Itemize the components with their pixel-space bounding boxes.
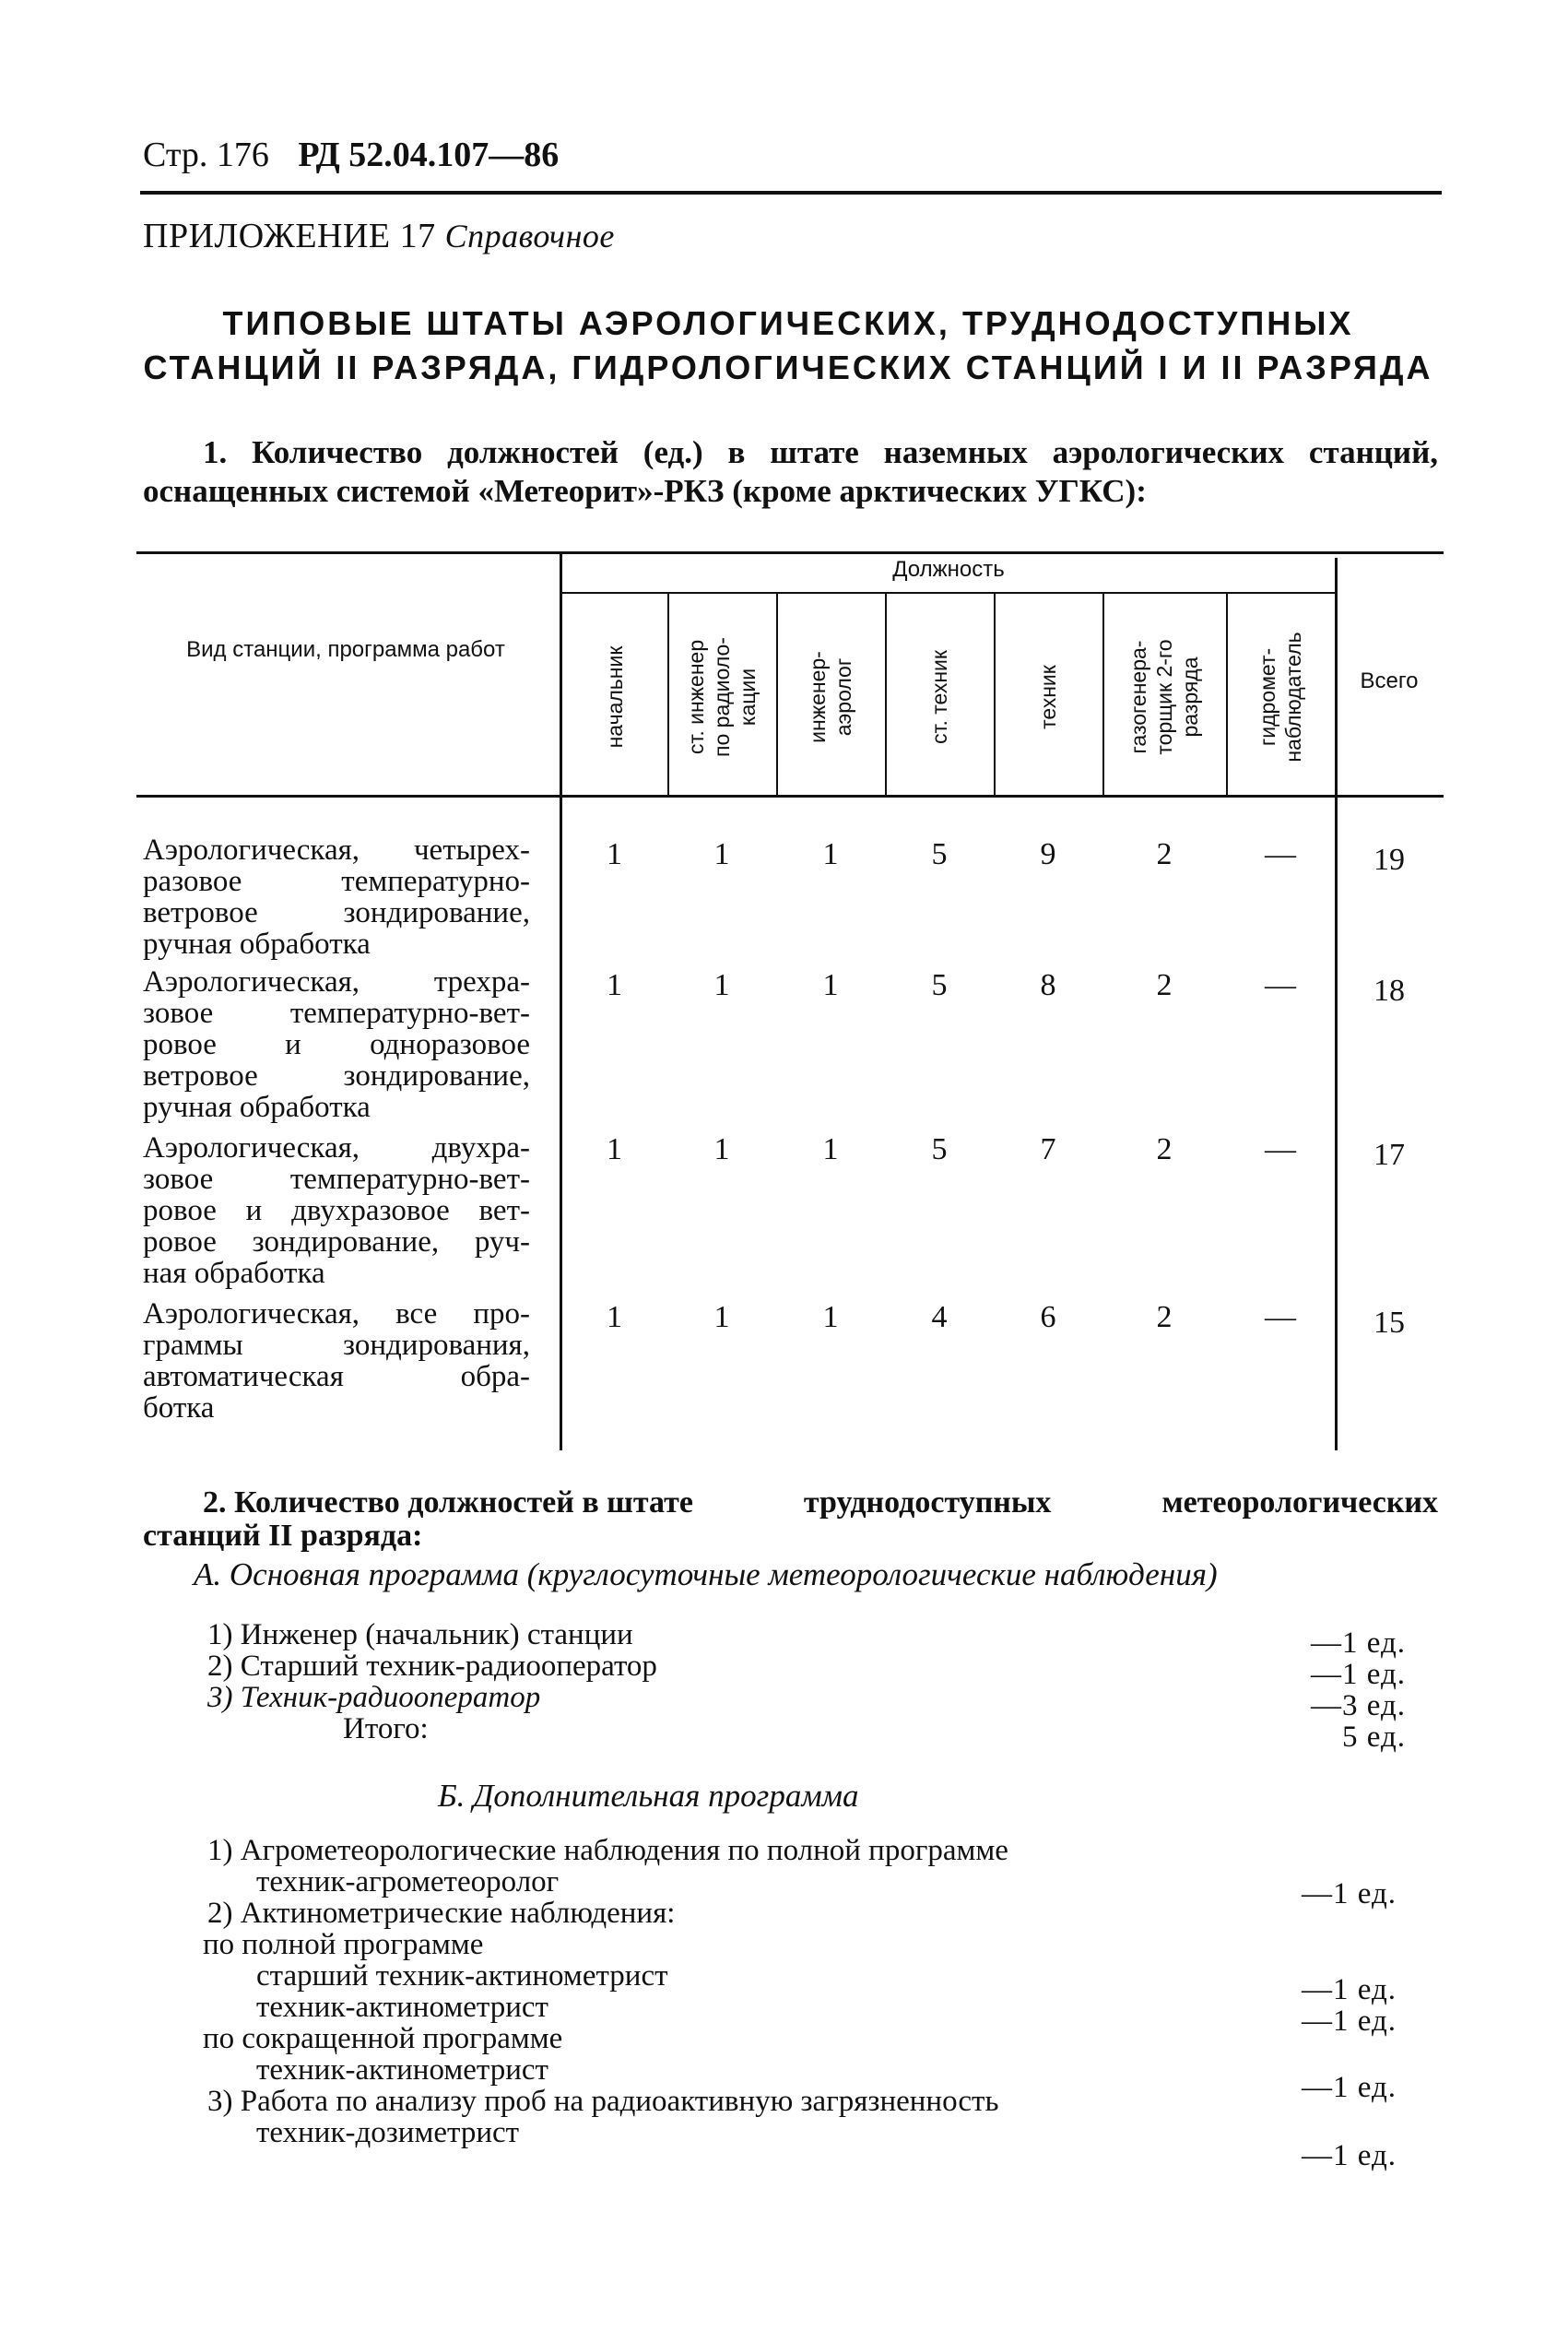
table-vline-col-4 [994, 594, 996, 795]
row-label-line: ботка [143, 1391, 215, 1425]
row-label-line: ветровое зондирование, [143, 1059, 530, 1093]
section2-line-1c: метеорологических [1161, 1485, 1438, 1520]
section2-heading [143, 1486, 1438, 1553]
header-rule [140, 191, 1442, 195]
program-a-qty: —3 ед. [1310, 1689, 1406, 1722]
title-line-1: ТИПОВЫЕ ШТАТЫ АЭРОЛОГИЧЕСКИХ, ТРУДНОДОСТУПНЫХ [222, 304, 1354, 342]
table-vline-col-2 [776, 594, 778, 795]
row-label [143, 834, 530, 960]
cell-value: — [1265, 968, 1296, 1002]
program-a-item: 1) Инженер (начальник) станции [207, 1618, 633, 1651]
program-a-item: 2) Старший техник-радиооператор [207, 1650, 657, 1683]
section2-line-1b: труднодоступных [803, 1485, 1052, 1520]
subheading-b: Б. Дополнительная программа [438, 1778, 859, 1814]
row-label [143, 966, 530, 1123]
program-b-item: техник-агрометеоролог [256, 1865, 560, 1898]
cell-value: 1 [822, 1132, 839, 1166]
page-number: Стр. 176 [143, 136, 269, 174]
program-b-item: 2) Актинометрические наблюдения: [207, 1897, 676, 1930]
section1-line-2: оснащенных системой «Метеорит»-РКЗ (кроме арктических УГКС): [143, 473, 1147, 509]
row-label-line: зовое температурно-вет- [143, 1163, 530, 1196]
row-label-line: Аэрологическая, все про- [143, 1297, 530, 1331]
cell-value: — [1265, 837, 1296, 871]
row-label-line: ручная обработка [143, 928, 371, 961]
cell-value: 1 [822, 837, 839, 871]
table-vline-col-6 [1226, 594, 1228, 795]
col-header-total: Всего [1360, 668, 1419, 693]
cell-value: 4 [931, 1300, 948, 1334]
row-label-line: ручная обработка [143, 1091, 371, 1124]
cell-value: — [1265, 1132, 1296, 1166]
title-line-2: СТАНЦИЙ II РАЗРЯДА, ГИДРОЛОГИЧЕСКИХ СТАНЦИЙ I И II РАЗРЯДА [143, 349, 1433, 386]
position-header: гидромет- наблюдатель [1256, 632, 1305, 763]
appendix-label [143, 216, 615, 256]
program-b-qty: —1 ед. [1301, 2071, 1397, 2104]
cell-value: 1 [713, 1132, 730, 1166]
row-label [143, 1298, 530, 1424]
cell-value: 5 [931, 1132, 948, 1166]
section2-line-2: станций II разряда: [143, 1519, 423, 1553]
program-b-item: по сокращенной программе [203, 2022, 563, 2055]
program-b-item: техник-актинометрист [256, 1991, 548, 2024]
table-header-rule [136, 795, 1444, 798]
row-label-line: ровое и двухразовое вет- [143, 1194, 530, 1227]
cell-total: 18 [1373, 974, 1405, 1008]
subheading-a: А. Основная программа (круглосуточные метеорологические наблюдения) [194, 1556, 1218, 1592]
cell-value: 1 [607, 1300, 622, 1334]
program-a-qty: —1 ед. [1310, 1626, 1406, 1660]
cell-value: 1 [822, 968, 839, 1002]
cell-value: 9 [1040, 837, 1056, 871]
col-header-position-group: Должность [892, 557, 1005, 582]
total-label: Итого: [343, 1712, 429, 1745]
row-label-line: ная обработка [143, 1257, 325, 1290]
cell-value: 8 [1040, 968, 1056, 1002]
cell-total: 15 [1373, 1306, 1405, 1340]
section2-line-1a: 2. Количество должностей в штате [203, 1485, 693, 1520]
cell-value: 2 [1156, 1300, 1173, 1334]
cell-value: 1 [607, 968, 622, 1002]
position-header: газогенера- торщик 2-го разряда [1126, 639, 1202, 755]
position-header: ст. техник [927, 650, 951, 744]
cell-value: 2 [1156, 837, 1173, 871]
document-code: РД 52.04.107—86 [298, 136, 560, 174]
appendix-number: ПРИЛОЖЕНИЕ 17 [143, 217, 436, 255]
table-vline-col-3 [885, 594, 887, 795]
position-header: начальник [602, 645, 627, 749]
cell-value: 1 [607, 837, 622, 871]
program-b-item: старший техник-актинометрист [256, 1959, 668, 1993]
table-top-rule [136, 551, 1444, 554]
program-a-item: 3) Техник-радиооператор [207, 1681, 541, 1714]
row-label-line: Аэрологическая, двухра- [143, 1131, 530, 1165]
row-label [143, 1132, 530, 1289]
col-header-station: Вид станции, программа работ [186, 637, 505, 662]
section1-heading [143, 433, 1438, 511]
cell-total: 17 [1373, 1138, 1405, 1172]
row-label-line: автоматическая обра- [143, 1360, 530, 1393]
table-vline-col-5 [1102, 594, 1104, 795]
row-label-line: Аэрологическая, четырех- [143, 834, 530, 867]
cell-value: 1 [607, 1132, 622, 1166]
row-label-line: разовое температурно- [143, 865, 530, 898]
group-underline [561, 592, 1336, 594]
cell-value: 2 [1156, 1132, 1173, 1166]
program-b-item: 1) Агрометеорологические наблюдения по полной программе [207, 1834, 1008, 1867]
row-label-line: граммы зондирования, [143, 1329, 530, 1362]
program-b-qty: —1 ед. [1301, 1973, 1397, 2006]
row-label-line: ровое и одноразовое [143, 1028, 530, 1061]
cell-value: 2 [1156, 968, 1173, 1002]
row-label-line: зовое температурно-вет- [143, 997, 530, 1030]
program-a-qty: —1 ед. [1310, 1658, 1406, 1691]
program-b-item: 3) Работа по анализу проб на радиоактивную загрязненность [207, 2085, 999, 2118]
program-b-qty: —1 ед. [1301, 2005, 1397, 2038]
program-b-item: техник-дозиметрист [256, 2116, 520, 2149]
position-header: ст. инженер по радиоло- кации [684, 637, 760, 757]
program-b-item: техник-актинометрист [256, 2053, 548, 2087]
appendix-type: Справочное [444, 218, 615, 254]
program-b-item: по полной программе [203, 1928, 484, 1961]
cell-value: 1 [713, 837, 730, 871]
cell-value: 1 [713, 1300, 730, 1334]
row-label-line: ровое зондирование, руч- [143, 1225, 530, 1259]
row-label-line: ветровое зондирование, [143, 896, 530, 929]
program-b-qty: —1 ед. [1301, 1877, 1397, 1910]
program-b-qty: —1 ед. [1301, 2139, 1397, 2172]
page-header [143, 135, 559, 175]
cell-value: 5 [931, 968, 948, 1002]
cell-value: 1 [713, 968, 730, 1002]
table-vline-left [560, 551, 562, 1450]
total-qty: 5 ед. [1341, 1721, 1406, 1754]
cell-value: 6 [1040, 1300, 1056, 1334]
position-header: техник [1036, 665, 1060, 729]
row-label-line: Аэрологическая, трехра- [143, 965, 530, 999]
table-vline-col-1 [667, 594, 669, 795]
cell-total: 19 [1373, 843, 1405, 877]
cell-value: — [1265, 1300, 1296, 1334]
position-header: инженер- аэролог [806, 651, 855, 743]
cell-value: 5 [931, 837, 948, 871]
cell-value: 1 [822, 1300, 839, 1334]
section1-line-1: 1. Количество должностей (ед.) в штате наземных аэрологических станций, [203, 434, 1438, 470]
cell-value: 7 [1040, 1132, 1056, 1166]
